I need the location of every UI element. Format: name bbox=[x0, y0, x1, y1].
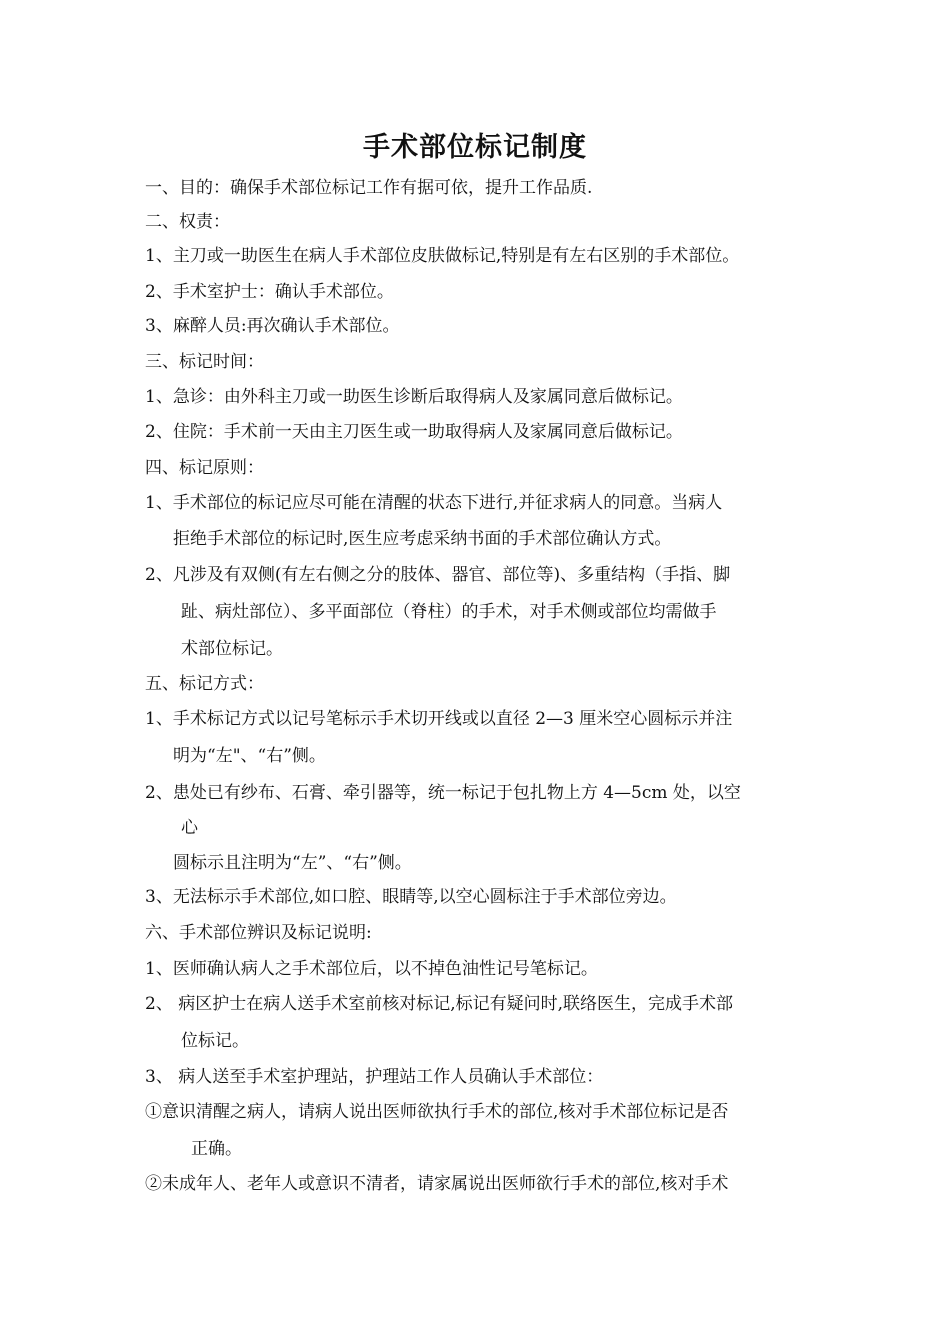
identification-item-2-line-2: 位标记。 bbox=[181, 1031, 249, 1051]
method-item-3: 3、无法标示手术部位,如口腔、眼睛等,以空心圆标注于手术部位旁边。 bbox=[145, 887, 677, 907]
document-title: 手术部位标记制度 bbox=[363, 132, 587, 163]
identification-subitem-1-line-1: ①意识清醒之病人，请病人说出医师欲执行手术的部位,核对手术部位标记是否 bbox=[145, 1102, 729, 1122]
method-item-1-line-2: 明为“左"、“右”侧。 bbox=[173, 746, 326, 766]
section-purpose: 一、目的：确保手术部位标记工作有据可依，提升工作品质. bbox=[145, 178, 593, 198]
timing-item-1: 1、急诊：由外科主刀或一助医生诊断后取得病人及家属同意后做标记。 bbox=[145, 387, 683, 407]
identification-item-3: 3、 病人送至手术室护理站，护理站工作人员确认手术部位： bbox=[145, 1067, 604, 1087]
method-item-1-line-1: 1、手术标记方式以记号笔标示手术切开线或以直径 2—3 厘米空心圆标示并注 bbox=[145, 709, 733, 729]
timing-item-2: 2、住院：手术前一天由主刀医生或一助取得病人及家属同意后做标记。 bbox=[145, 422, 683, 442]
identification-subitem-2-line-1: ②未成年人、老年人或意识不清者，请家属说出医师欲行手术的部位,核对手术 bbox=[145, 1174, 729, 1194]
identification-item-2-line-1: 2、 病区护士在病人送手术室前核对标记,标记有疑问时,联络医生，完成手术部 bbox=[145, 994, 734, 1014]
principle-item-1-line-1: 1、手术部位的标记应尽可能在清醒的状态下进行,并征求病人的同意。当病人 bbox=[145, 493, 723, 513]
method-item-2-line-2: 心 bbox=[181, 818, 198, 838]
section-identification-heading: 六、手术部位辨识及标记说明: bbox=[145, 923, 372, 943]
identification-subitem-1-line-2: 正确。 bbox=[191, 1139, 242, 1159]
principle-item-1-line-2: 拒绝手术部位的标记时,医生应考虑采纳书面的手术部位确认方式。 bbox=[173, 529, 672, 549]
principle-item-2-line-2: 趾、病灶部位）、多平面部位（脊柱）的手术，对手术侧或部位均需做手 bbox=[181, 602, 717, 622]
responsibility-item-2: 2、手术室护士：确认手术部位。 bbox=[145, 282, 394, 302]
section-responsibility-heading: 二、权责： bbox=[145, 212, 230, 232]
identification-item-1: 1、医师确认病人之手术部位后，以不掉色油性记号笔标记。 bbox=[145, 959, 598, 979]
responsibility-item-3: 3、麻醉人员:再次确认手术部位。 bbox=[145, 316, 400, 336]
method-item-2-line-1: 2、患处已有纱布、石膏、牵引器等，统一标记于包扎物上方 4—5cm 处，以空 bbox=[145, 783, 741, 803]
section-principle-heading: 四、标记原则： bbox=[145, 458, 264, 478]
method-item-2-line-3: 圆标示且注明为“左”、“右”侧。 bbox=[173, 853, 412, 873]
section-method-heading: 五、标记方式： bbox=[145, 674, 264, 694]
responsibility-item-1: 1、主刀或一助医生在病人手术部位皮肤做标记,特别是有左右区别的手术部位。 bbox=[145, 246, 740, 266]
section-timing-heading: 三、标记时间： bbox=[145, 352, 264, 372]
principle-item-2-line-1: 2、凡涉及有双侧(有左右侧之分的肢体、器官、部位等)、多重结构（手指、脚 bbox=[145, 565, 731, 585]
principle-item-2-line-3: 术部位标记。 bbox=[181, 639, 283, 659]
